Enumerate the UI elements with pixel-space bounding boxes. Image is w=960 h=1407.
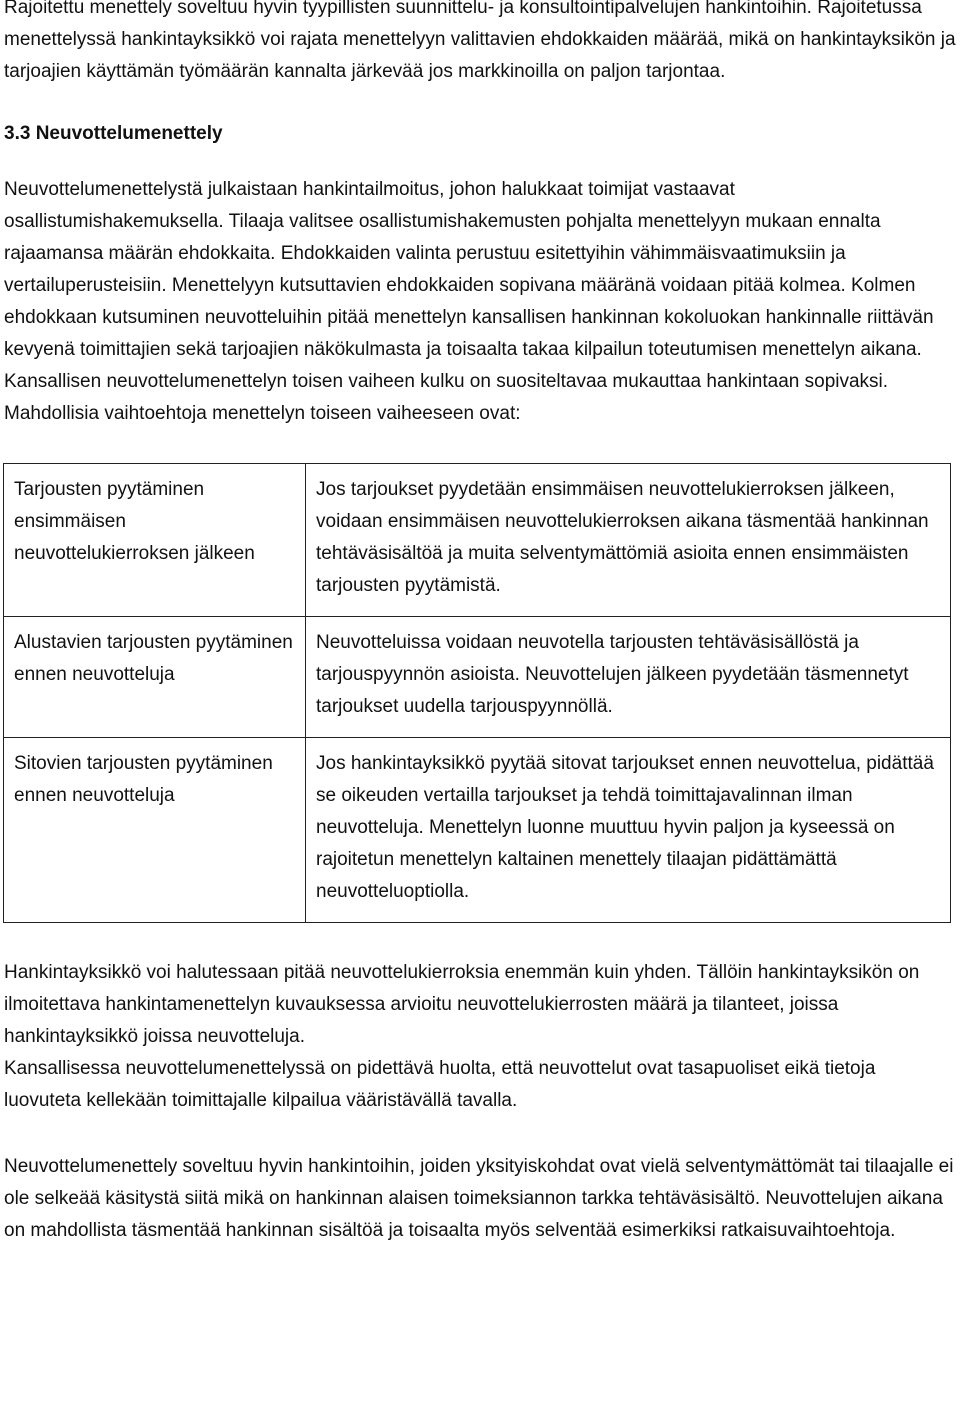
option-description-cell: Neuvotteluissa voidaan neuvotella tarjousten tehtäväsisällöstä ja tarjouspyynnön asioista. Neuvottelujen jälkeen pyydetään täsmennetyt tarjoukset uudella tarjouspyynnöllä.	[306, 617, 951, 738]
option-name-cell: Tarjousten pyytäminen ensimmäisen neuvottelukierroksen jälkeen	[4, 464, 306, 617]
option-description-cell: Jos tarjoukset pyydetään ensimmäisen neuvottelukierroksen jälkeen, voidaan ensimmäisen neuvottelukierroksen aikana täsmentää hankinnan tehtäväsisältöä ja muita selventymättömiä asioita ennen ensimmäisten tarjousten pyytämistä.	[306, 464, 951, 617]
option-name-cell: Sitovien tarjousten pyytäminen ennen neuvotteluja	[4, 738, 306, 923]
table-row	[4, 617, 951, 738]
document-page	[4, 0, 956, 1247]
table-row	[4, 738, 951, 923]
intro-paragraph: Rajoitettu menettely soveltuu hyvin tyypillisten suunnittelu- ja konsultointipalvelujen hankintoihin. Rajoitetussa menettelyssä hankintayksikkö voi rajata menettelyyn valittavien ehdokkaiden määrää, mikä on hankintayksikön ja tarjoajien käyttämän työmäärän kannalta järkevää jos markkinoilla on paljon tarjontaa.	[4, 0, 956, 82]
options-table	[3, 463, 951, 923]
fairness-paragraph: Kansallisessa neuvottelumenettelyssä on pidettävä huolta, että neuvottelut ovat tasapuoliset eikä tietoja luovuteta kellekään toimittajalle kilpailua vääristävällä tavalla.	[4, 1058, 876, 1111]
option-name-cell: Alustavien tarjousten pyytäminen ennen neuvotteluja	[4, 617, 306, 738]
closing-paragraph: Neuvottelumenettely soveltuu hyvin hankintoihin, joiden yksityiskohdat ovat vielä selventymättömät tai tilaajalle ei ole selkeää käsitystä siitä mikä on hankinnan alaisen toimeksiannon tarkka tehtäväsisältö. Neuvottelujen aikana on mahdollista täsmentää hankinnan sisältöä ja toisaalta myös selventää esimerkiksi ratkaisuvaihtoehtoja.	[4, 1156, 954, 1241]
section-body-paragraph: Neuvottelumenettelystä julkaistaan hankintailmoitus, johon halukkaat toimijat vastaavat osallistumishakemuksella. Tilaaja valitsee osallistumishakemusten pohjalta menettelyyn mukaan ennalta rajaamansa määrän ehdokkaita. Ehdokkaiden valinta perustuu esitettyihin vähimmäisvaatimuksiin ja vertailuperusteisiin. Menettelyyn kutsuttavien ehdokkaiden sopivana määränä voidaan pitää kolmea. Kolmen ehdokkaan kutsuminen neuvotteluihin pitää menettelyn kansallisen hankinnan kokoluokan hankinnalle riittävän kevyenä toimittajien sekä tarjoajien näkökulmasta ja toisaalta takaa kilpailun toteutumisen menettelyn aikana. Kansallisen neuvottelumenettelyn toisen vaiheen kulku on suositeltavaa mukauttaa hankintaan sopivaksi. Mahdollisia vaihtoehtoja menettelyn toiseen vaiheeseen ovat:	[4, 179, 934, 424]
table-row	[4, 464, 951, 617]
option-description-cell: Jos hankintayksikkö pyytää sitovat tarjoukset ennen neuvottelua, pidättää se oikeuden vertailla tarjoukset ja tehdä toimittajavalinnan ilman neuvotteluja. Menettelyn luonne muuttuu hyvin paljon ja kyseessä on rajoitetun menettelyn kaltainen menettely tilaajan pidättämättä neuvotteluoptiolla.	[306, 738, 951, 923]
section-heading: 3.3 Neuvottelumenettely	[4, 123, 223, 144]
rounds-paragraph: Hankintayksikkö voi halutessaan pitää neuvottelukierroksia enemmän kuin yhden. Tällöin hankintayksikön on ilmoitettava hankintamenettelyn kuvauksessa arvioitu neuvottelukierrosten määrä ja tilanteet, joissa hankintayksikkö joissa neuvotteluja.	[4, 962, 920, 1047]
